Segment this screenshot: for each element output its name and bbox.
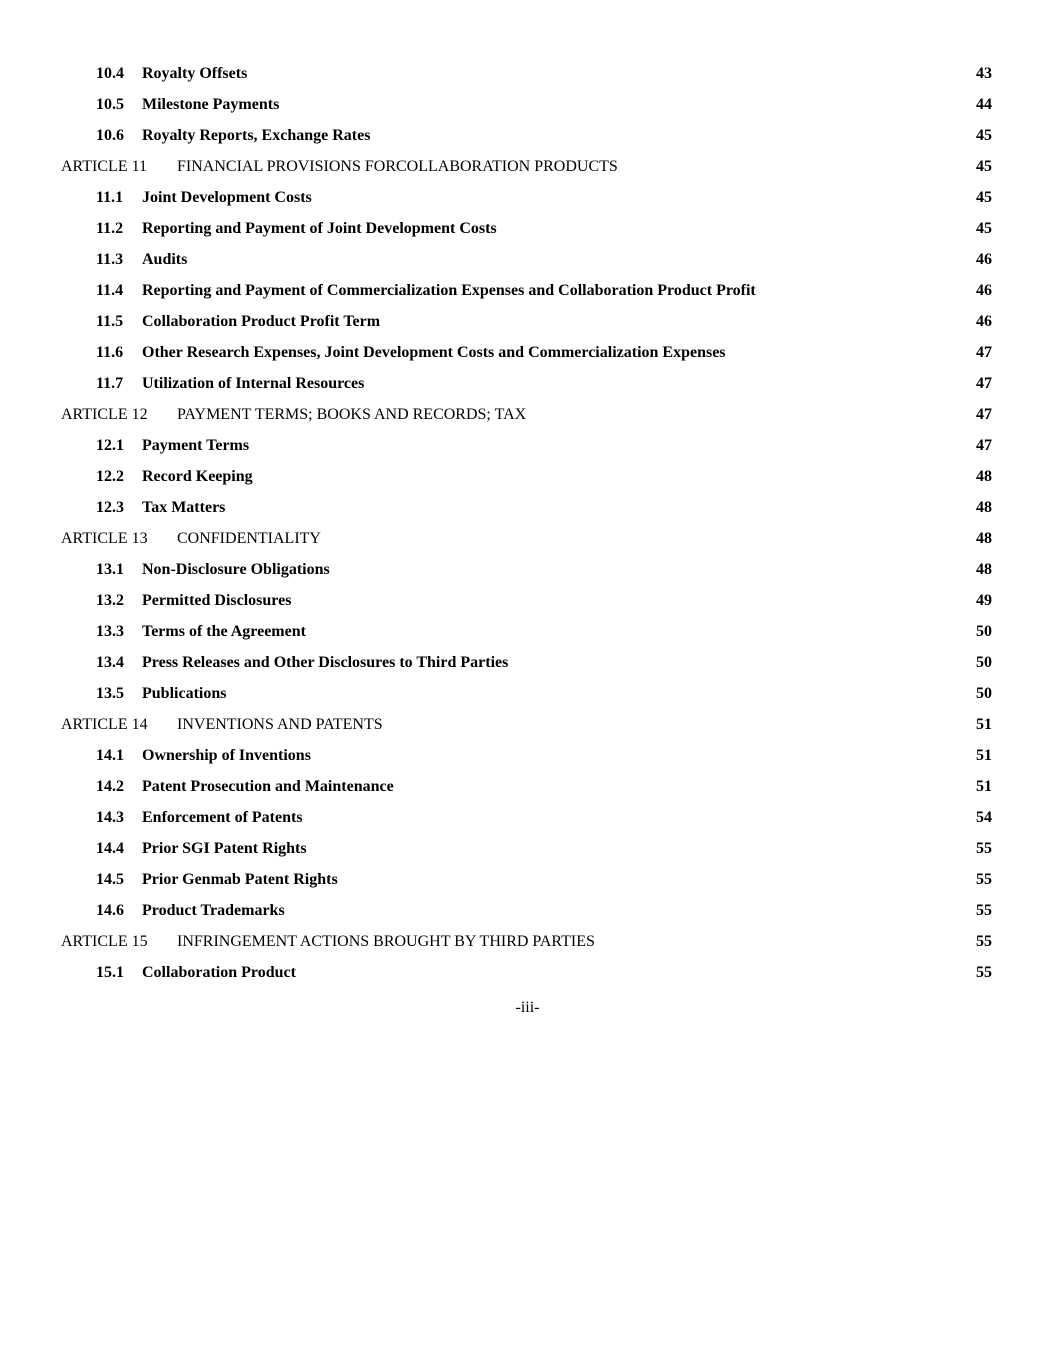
toc-entry-page: 54 bbox=[976, 809, 992, 826]
toc-entry-title: Press Releases and Other Disclosures to Third Parties bbox=[142, 654, 509, 671]
toc-article-row[interactable] bbox=[0, 926, 1055, 957]
toc-entry-title: Milestone Payments bbox=[142, 96, 280, 113]
toc-entry-title: Tax Matters bbox=[142, 499, 226, 516]
toc-section-row[interactable] bbox=[0, 864, 1055, 895]
toc-entry-number: 13.2 bbox=[96, 592, 124, 609]
toc-entry-page: 46 bbox=[976, 313, 992, 330]
toc-section-row[interactable] bbox=[0, 461, 1055, 492]
toc-entry-number: 11.3 bbox=[96, 251, 124, 268]
toc-entry-page: 48 bbox=[976, 468, 992, 485]
toc-entry-title: Prior SGI Patent Rights bbox=[142, 840, 307, 857]
toc-entry-title: Reporting and Payment of Commercialization Expenses and Collaboration Product Profit bbox=[142, 282, 756, 299]
toc-entry-title: Other Research Expenses, Joint Development Costs and Commercialization Expenses bbox=[142, 344, 726, 361]
toc-entry-title: Ownership of Inventions bbox=[142, 747, 311, 764]
toc-entry-number: 13.3 bbox=[96, 623, 124, 640]
toc-entry-page: 55 bbox=[976, 840, 992, 857]
toc-article-row[interactable] bbox=[0, 151, 1055, 182]
toc-entry-number: 10.4 bbox=[96, 65, 124, 82]
toc-entry-number: 14.1 bbox=[96, 747, 124, 764]
toc-entry-number: 14.5 bbox=[96, 871, 124, 888]
toc-section-row[interactable] bbox=[0, 647, 1055, 678]
toc-entry-title: Joint Development Costs bbox=[142, 189, 312, 206]
toc-entry-page: 44 bbox=[976, 96, 992, 113]
toc-entry-number: 13.4 bbox=[96, 654, 124, 671]
toc-entry-number: 11.5 bbox=[96, 313, 124, 330]
toc-section-row[interactable] bbox=[0, 771, 1055, 802]
toc-entry-title: Collaboration Product bbox=[142, 964, 296, 981]
toc-entry-number: 11.2 bbox=[96, 220, 124, 237]
toc-entry-page: 47 bbox=[976, 375, 992, 392]
toc-section-row[interactable] bbox=[0, 554, 1055, 585]
toc-entry-title: INVENTIONS AND PATENTS bbox=[177, 716, 383, 733]
toc-entry-page: 46 bbox=[976, 251, 992, 268]
toc-entry-title: Terms of the Agreement bbox=[142, 623, 306, 640]
toc-entry-title: Royalty Reports, Exchange Rates bbox=[142, 127, 371, 144]
toc-entry-page: 49 bbox=[976, 592, 992, 609]
toc-entry-page: 45 bbox=[976, 220, 992, 237]
toc-section-row[interactable] bbox=[0, 895, 1055, 926]
toc-section-row[interactable] bbox=[0, 275, 1055, 306]
toc-entry-title: CONFIDENTIALITY bbox=[177, 530, 321, 547]
toc-entry-number: 14.3 bbox=[96, 809, 124, 826]
toc-entry-page: 51 bbox=[976, 716, 992, 733]
toc-section-row[interactable] bbox=[0, 337, 1055, 368]
toc-entry-page: 45 bbox=[976, 158, 992, 175]
toc-entry-title: INFRINGEMENT ACTIONS BROUGHT BY THIRD PARTIES bbox=[177, 933, 595, 950]
toc-section-row[interactable] bbox=[0, 58, 1055, 89]
table-of-contents bbox=[0, 58, 1055, 988]
toc-entry-page: 55 bbox=[976, 871, 992, 888]
toc-entry-page: 55 bbox=[976, 964, 992, 981]
toc-entry-page: 48 bbox=[976, 530, 992, 547]
toc-entry-number: ARTICLE 11 bbox=[61, 158, 147, 175]
toc-entry-page: 50 bbox=[976, 623, 992, 640]
toc-entry-number: 12.2 bbox=[96, 468, 124, 485]
toc-entry-title: PAYMENT TERMS; BOOKS AND RECORDS; TAX bbox=[177, 406, 527, 423]
toc-entry-page: 43 bbox=[976, 65, 992, 82]
toc-section-row[interactable] bbox=[0, 492, 1055, 523]
toc-entry-title: Record Keeping bbox=[142, 468, 253, 485]
toc-section-row[interactable] bbox=[0, 430, 1055, 461]
toc-entry-page: 45 bbox=[976, 127, 992, 144]
toc-section-row[interactable] bbox=[0, 802, 1055, 833]
toc-entry-page: 48 bbox=[976, 561, 992, 578]
toc-entry-page: 51 bbox=[976, 778, 992, 795]
toc-entry-page: 55 bbox=[976, 902, 992, 919]
toc-section-row[interactable] bbox=[0, 244, 1055, 275]
toc-entry-number: 10.5 bbox=[96, 96, 124, 113]
toc-entry-page: 47 bbox=[976, 437, 992, 454]
toc-article-row[interactable] bbox=[0, 709, 1055, 740]
toc-section-row[interactable] bbox=[0, 213, 1055, 244]
toc-section-row[interactable] bbox=[0, 678, 1055, 709]
toc-entry-page: 50 bbox=[976, 685, 992, 702]
toc-section-row[interactable] bbox=[0, 740, 1055, 771]
toc-entry-title: Publications bbox=[142, 685, 227, 702]
toc-entry-number: 15.1 bbox=[96, 964, 124, 981]
toc-entry-title: Royalty Offsets bbox=[142, 65, 248, 82]
toc-entry-title: Collaboration Product Profit Term bbox=[142, 313, 381, 330]
toc-entry-number: 13.5 bbox=[96, 685, 124, 702]
toc-entry-number: 14.2 bbox=[96, 778, 124, 795]
toc-section-row[interactable] bbox=[0, 368, 1055, 399]
toc-entry-number: 13.1 bbox=[96, 561, 124, 578]
page-number: -iii- bbox=[515, 999, 540, 1016]
toc-entry-number: ARTICLE 14 bbox=[61, 716, 148, 733]
toc-entry-title: Permitted Disclosures bbox=[142, 592, 292, 609]
toc-entry-number: ARTICLE 12 bbox=[61, 406, 148, 423]
toc-entry-page: 45 bbox=[976, 189, 992, 206]
toc-entry-number: ARTICLE 15 bbox=[61, 933, 148, 950]
toc-entry-title: Prior Genmab Patent Rights bbox=[142, 871, 338, 888]
toc-entry-title: Utilization of Internal Resources bbox=[142, 375, 365, 392]
toc-entry-page: 51 bbox=[976, 747, 992, 764]
toc-entry-title: Non-Disclosure Obligations bbox=[142, 561, 330, 578]
toc-section-row[interactable] bbox=[0, 616, 1055, 647]
toc-section-row[interactable] bbox=[0, 182, 1055, 213]
toc-section-row[interactable] bbox=[0, 585, 1055, 616]
toc-section-row[interactable] bbox=[0, 957, 1055, 988]
toc-article-row[interactable] bbox=[0, 399, 1055, 430]
toc-section-row[interactable] bbox=[0, 306, 1055, 337]
toc-entry-number: 12.1 bbox=[96, 437, 124, 454]
toc-entry-number: 10.6 bbox=[96, 127, 124, 144]
toc-section-row[interactable] bbox=[0, 120, 1055, 151]
toc-entry-number: 14.4 bbox=[96, 840, 124, 857]
toc-entry-page: 47 bbox=[976, 344, 992, 361]
toc-entry-page: 55 bbox=[976, 933, 992, 950]
toc-entry-number: 11.1 bbox=[96, 189, 124, 206]
toc-entry-title: Payment Terms bbox=[142, 437, 250, 454]
toc-section-row[interactable] bbox=[0, 833, 1055, 864]
toc-entry-title: Audits bbox=[142, 251, 188, 268]
toc-section-row[interactable] bbox=[0, 89, 1055, 120]
toc-entry-title: FINANCIAL PROVISIONS FORCOLLABORATION PRODUCTS bbox=[177, 158, 618, 175]
toc-entry-page: 46 bbox=[976, 282, 992, 299]
toc-article-row[interactable] bbox=[0, 523, 1055, 554]
toc-entry-number: 14.6 bbox=[96, 902, 124, 919]
toc-entry-number: 11.7 bbox=[96, 375, 124, 392]
toc-entry-title: Patent Prosecution and Maintenance bbox=[142, 778, 394, 795]
toc-entry-page: 47 bbox=[976, 406, 992, 423]
toc-entry-number: ARTICLE 13 bbox=[61, 530, 148, 547]
toc-entry-number: 12.3 bbox=[96, 499, 124, 516]
toc-entry-title: Enforcement of Patents bbox=[142, 809, 303, 826]
toc-entry-title: Reporting and Payment of Joint Development Costs bbox=[142, 220, 497, 237]
toc-entry-number: 11.4 bbox=[96, 282, 124, 299]
toc-entry-page: 50 bbox=[976, 654, 992, 671]
toc-entry-page: 48 bbox=[976, 499, 992, 516]
toc-entry-number: 11.6 bbox=[96, 344, 124, 361]
toc-entry-title: Product Trademarks bbox=[142, 902, 285, 919]
